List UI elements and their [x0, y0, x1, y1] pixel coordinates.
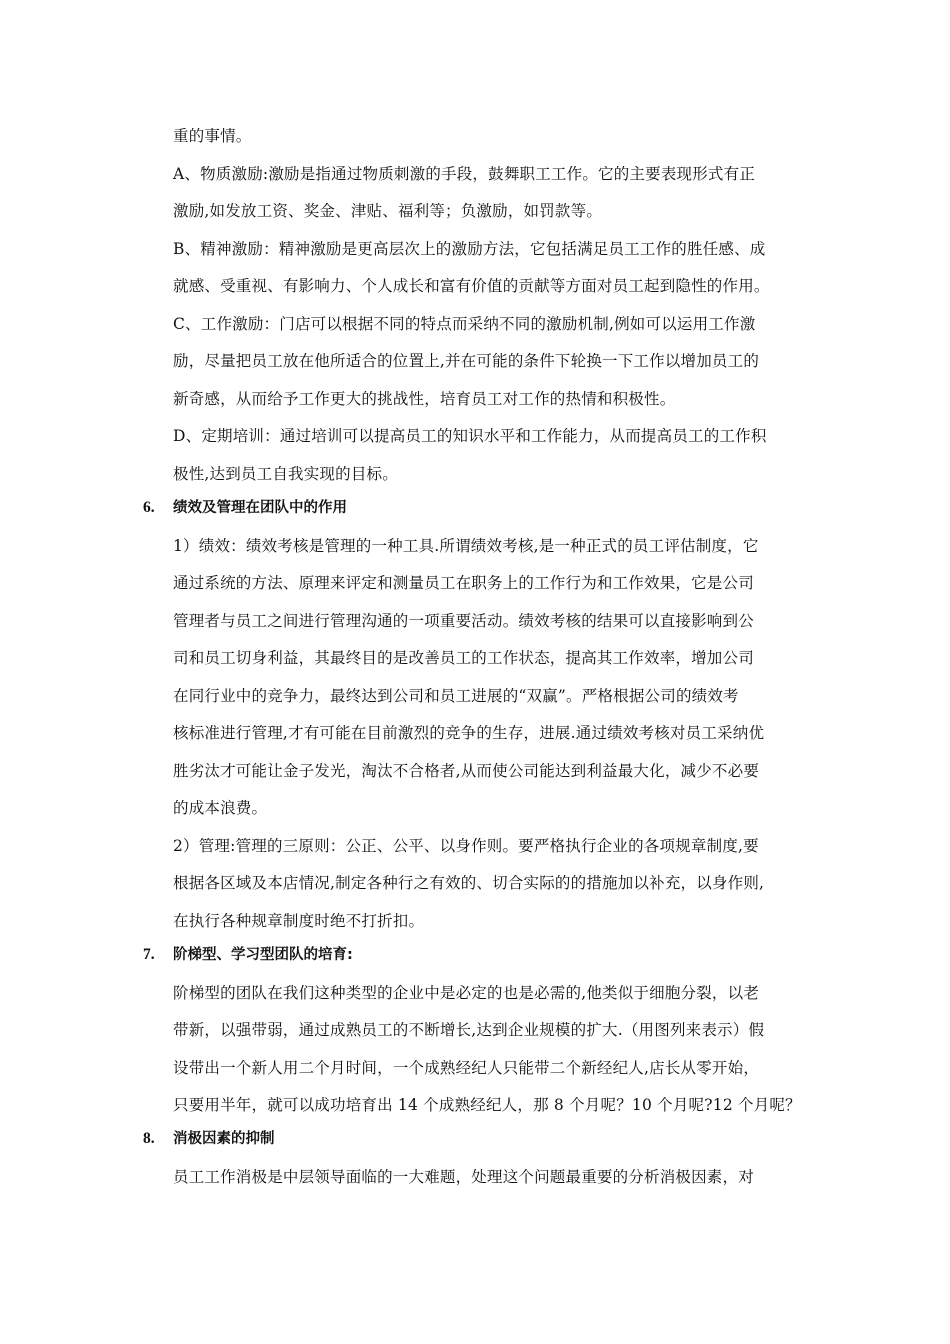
section-title: 阶梯型、学习型团队的培育: [173, 947, 353, 963]
paragraph-line: 根据各区域及本店情况,制定各种行之有效的、切合实际的的措施加以补充，以身作则, [173, 874, 765, 892]
paragraph-line: 胜劣汰才可能让金子发光，淘汰不合格者,从而使公司能达到利益最大化，减少不必要 [173, 762, 760, 780]
paragraph-line: A、物质激励:激励是指通过物质刺激的手段，鼓舞职工工作。它的主要表现形式有正 [173, 165, 756, 183]
section-title: 消极因素的抑制 [173, 1131, 275, 1147]
paragraph-line: 只要用半年，就可以成功培育出 14 个成熟经纪人，那 8 个月呢？10 个月呢?12 个月呢？ [173, 1096, 801, 1114]
paragraph-line: 设带出一个新人用二个月时间，一个成熟经纪人只能带二个新经纪人,店长从零开始， [173, 1059, 760, 1077]
section-number: 7. [143, 946, 155, 963]
paragraph-line: 员工工作消极是中层领导面临的一大难题，处理这个问题最重要的分析消极因素，对 [173, 1168, 754, 1186]
paragraph-line: 在执行各种规章制度时绝不打折扣。 [173, 912, 425, 930]
paragraph-line: B、精神激励：精神激励是更高层次上的激励方法，它包括满足员工工作的胜任感、成 [173, 240, 766, 258]
paragraph-line: 2）管理:管理的三原则：公正、公平、以身作则。要严格执行企业的各项规章制度,要 [173, 837, 759, 855]
paragraph-line: 在同行业中的竞争力，最终达到公司和员工进展的“双赢”。严格根据公司的绩效考 [173, 687, 739, 705]
section-number: 6. [143, 499, 155, 516]
paragraph-line: 通过系统的方法、原理来评定和测量员工在职务上的工作行为和工作效果，它是公司 [173, 574, 754, 592]
paragraph-line: 励，尽量把员工放在他所适合的位置上,并在可能的条件下轮换一下工作以增加员工的 [173, 352, 760, 370]
section-title: 绩效及管理在团队中的作用 [173, 500, 347, 516]
section-heading [143, 1129, 543, 1151]
paragraph-line: 重的事情。 [173, 127, 252, 145]
paragraph-line: 的成本浪费。 [173, 799, 268, 817]
section-heading [143, 498, 543, 520]
paragraph-line: 极性,达到员工自我实现的目标。 [173, 465, 398, 483]
paragraph-line: 就感、受重视、有影响力、个人成长和富有价值的贡献等方面对员工起到隐性的作用。 [173, 277, 770, 295]
paragraph-line: 新奇感，从而给予工作更大的挑战性，培育员工对工作的热情和积极性。 [173, 390, 676, 408]
paragraph-line: 核标准进行管理,才有可能在目前激烈的竞争的生存，进展.通过绩效考核对员工采纳优 [173, 724, 765, 742]
paragraph-line: 1）绩效：绩效考核是管理的一种工具.所谓绩效考核,是一种正式的员工评估制度，它 [173, 537, 759, 555]
paragraph-line: 激励,如发放工资、奖金、津贴、福利等；负激励，如罚款等。 [173, 202, 603, 220]
paragraph-line: 管理者与员工之间进行管理沟通的一项重要活动。绩效考核的结果可以直接影响到公 [173, 612, 754, 630]
paragraph-line: C、工作激励：门店可以根据不同的特点而采纳不同的激励机制,例如可以运用工作激 [173, 315, 756, 333]
paragraph-line: 阶梯型的团队在我们这种类型的企业中是必定的也是必需的,他类似于细胞分裂，以老 [173, 984, 760, 1002]
paragraph-line: 带新，以强带弱，通过成熟员工的不断增长,达到企业规模的扩大.（用图列来表示）假 [173, 1021, 765, 1039]
section-number: 8. [143, 1130, 155, 1147]
paragraph-line: 司和员工切身利益，其最终目的是改善员工的工作状态，提高其工作效率，增加公司 [173, 649, 754, 667]
paragraph-line: D、定期培训：通过培训可以提高员工的知识水平和工作能力，从而提高员工的工作积 [173, 427, 767, 445]
section-heading [143, 945, 543, 967]
